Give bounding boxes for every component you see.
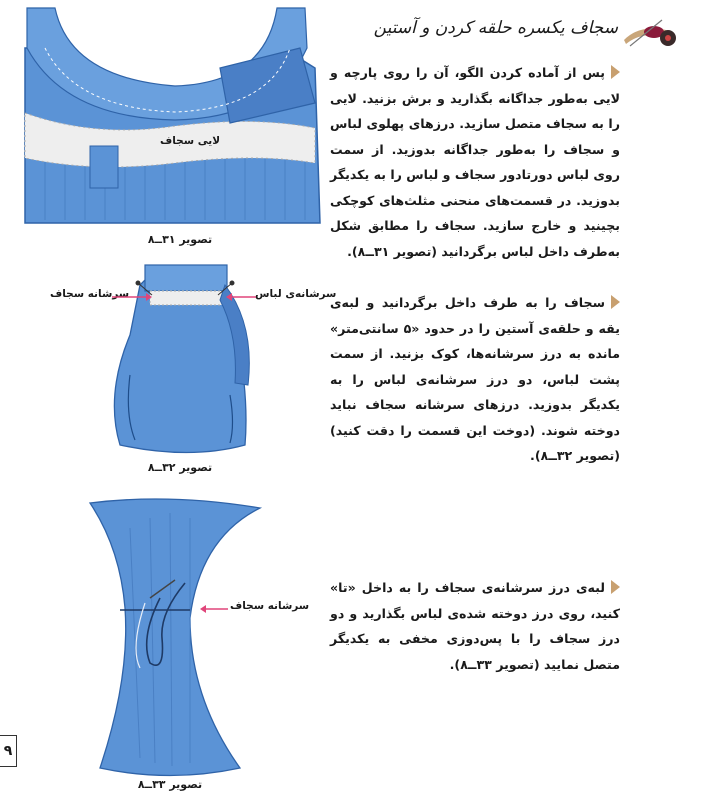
figure-32-label-garment-shoulder: سرشانه‌ی لباس (255, 288, 337, 300)
bullet-icon (611, 65, 620, 79)
bullet-icon (611, 295, 620, 309)
arrow-icon (226, 292, 256, 302)
figure-31-illustration (15, 8, 325, 228)
sewing-kit-icon (620, 10, 680, 54)
heading-text: سجاف یکسره حلقه کردن و آستین (373, 18, 618, 38)
section-2-text: سجاف را به طرف داخل برگردانید و لبه‌ی یقه و حلقه‌ی آستین را در حدود «۵ سانتی‌متر» مانده به درز سرشانه‌ها، کوک بزنید. از سمت پشت لباس، دو درز سرشانه‌ی لباس را به یکدیگر بدوزید. درزهای سرشانه سجاف نباید دوخته شوند. (دوخت این قسمت را دقت کنید) (تصویر ۳۲ــ۸). (330, 295, 620, 463)
bullet-icon (611, 580, 620, 594)
figure-33-label-facing-shoulder: سرشانه سجاف (230, 600, 310, 612)
arrow-icon (112, 292, 152, 302)
section-1-text: پس از آماده کردن الگو، آن را روی پارچه و لایی به‌طور جداگانه بگذارید و برش بزنید. لایی را به سجاف متصل سازید. درزهای پهلوی لباس و سجاف را به‌طور جداگانه بدوزید. از سمت روی لباس دورتادور سجاف و لباس را به یکدیگر بدوزید. در قسمت‌های منحنی مثلث‌های کوچکی بچینید و خارج سازید. سجاف را مطابق شکل به‌طرف داخل لباس برگردانید (تصویر ۳۱ــ۸). (330, 65, 620, 259)
figure-31-label-interfacing: لایی سجاف (160, 135, 221, 147)
arrow-icon (200, 604, 228, 614)
section-heading (373, 10, 680, 54)
figure-33-caption: تصویر ۳۳ــ۸ (137, 778, 203, 791)
section-3-text: لبه‌ی درز سرشانه‌ی سجاف را به داخل «تا» کنید، روی درز دوخته شده‌ی لباس بگذارید و دو درز سجاف را با پس‌دوزی مخفی به یکدیگر متصل نمایید (تصویر ۳۳ــ۸). (330, 580, 620, 672)
figure-33-illustration (90, 498, 270, 778)
figure-32-label-facing-shoulder: سرشانه سجاف (50, 288, 130, 300)
figure-32-caption: تصویر ۳۲ــ۸ (147, 461, 213, 474)
figure-31-caption: تصویر ۳۱ــ۸ (147, 233, 213, 246)
page-number: ۹ (0, 735, 17, 767)
